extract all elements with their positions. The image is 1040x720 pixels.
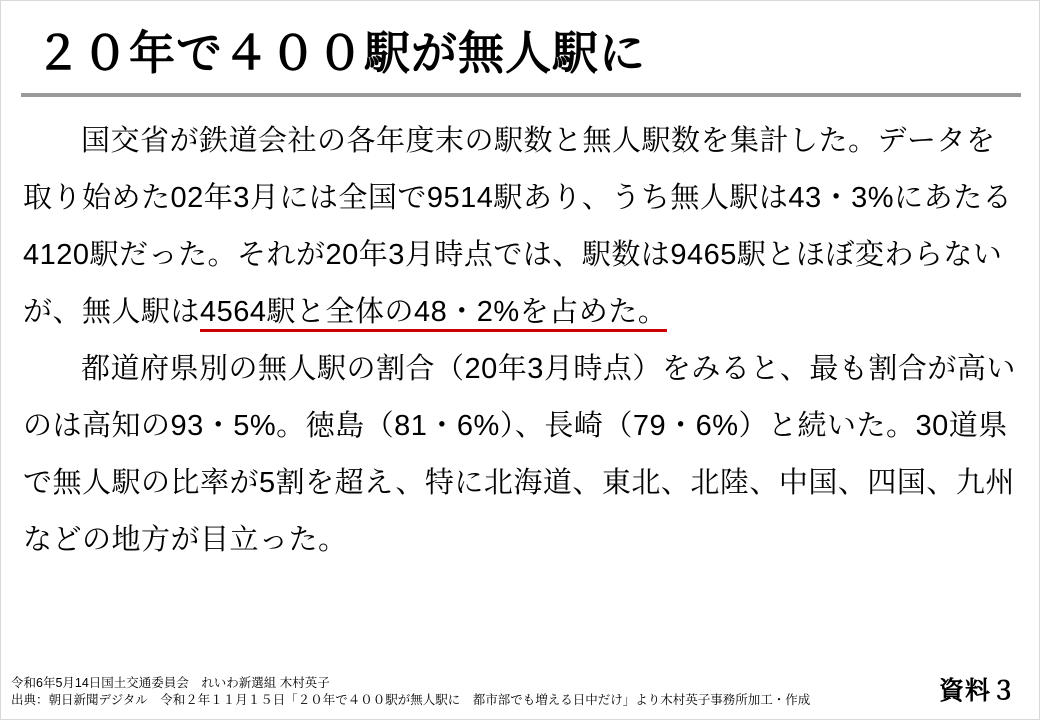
page-label: 資料３ bbox=[938, 677, 1017, 705]
paragraph-2 bbox=[23, 341, 1023, 569]
footer-line-2: 出典：朝日新聞デジタル 令和２年１１月１５日「２０年で４００駅が無人駅に 都市部でも増える日中だけ」より木村英子事務所加工・作成 bbox=[11, 693, 811, 707]
footer-source bbox=[11, 675, 810, 709]
paragraph-2-segment-1: 都道府県別の無人駅の割合（20年3月時点）をみると、最も割合が高いのは高知の93・5%。徳島（81・6%）、長崎（79・6%）と続いた。30道県で無人駅の比率が5割を超え、特に北海道、東北、北陸、中国、四国、九州などの地方が目立った。 bbox=[23, 353, 1016, 556]
footer-line-1: 令和6年5月14日国土交通委員会 れいわ新選組 木村英子 bbox=[11, 676, 330, 690]
paragraph-1-segment-2-highlight: 4564駅と全体の48・2%を占めた。 bbox=[200, 296, 667, 332]
body-text bbox=[23, 113, 1023, 569]
title-divider bbox=[21, 93, 1021, 97]
paragraph-1 bbox=[23, 113, 1023, 341]
page-title: ２０年で４００駅が無人駅に bbox=[35, 27, 646, 79]
paragraph-1-segment-1: 国交省が鉄道会社の各年度末の駅数と無人駅数を集計した。データを取り始めた02年3月には全国で9514駅あり、うち無人駅は43・3%にあたる4120駅だった。それが20年3月時点では、駅数は9465駅とほぼ変わらないが、無人駅は bbox=[23, 125, 1013, 328]
